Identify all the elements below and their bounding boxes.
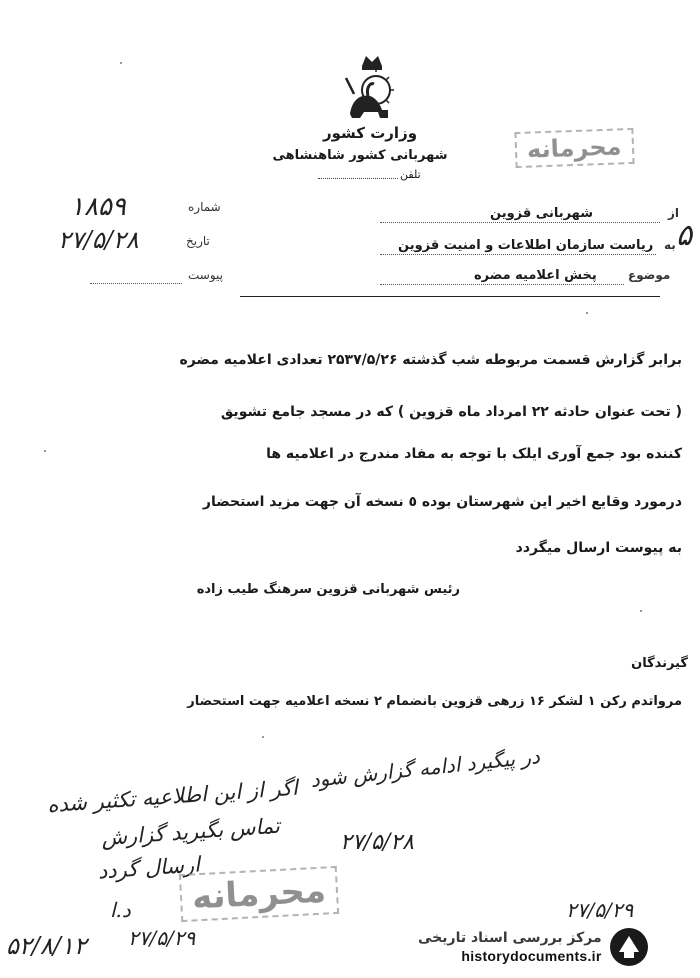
department-name: شهربانی کشور شاهنشاهی — [272, 148, 448, 163]
subject-label: موضوع — [628, 268, 671, 282]
scan-speck — [640, 610, 642, 612]
handwritten-bottom-date: ۲۷/۵/۲۹ — [566, 898, 634, 922]
scan-speck — [44, 450, 46, 452]
handwritten-initials: د.ا — [110, 898, 131, 922]
number-value: ۱۸۵۹ — [70, 192, 126, 222]
handwritten-note-center-date: ۲۷/۵/۲۸ — [340, 830, 414, 855]
watermark-name: مرکز بررسی اسناد تاریخی — [418, 930, 602, 946]
body-line-5: به پیوست ارسال میگردد — [515, 540, 682, 556]
phone-line — [318, 178, 398, 179]
lion-and-sun-emblem — [340, 48, 404, 126]
attachment-label: پیوست — [188, 268, 223, 282]
body-line-4: درمورد وقایع اخیر این شهرستان بوده ٥ نسخه آن جهت مزید استحضار — [202, 494, 682, 510]
handwritten-note-left-line-1: اگر از این اطلاعیه تکثیر شده — [46, 775, 299, 818]
scan-speck — [262, 736, 264, 738]
handwritten-note-left-line-2: تماس بگیرید گزارش — [100, 813, 281, 851]
handwritten-corner-date: ۵۲/۸/۱۲ — [6, 932, 87, 960]
number-label: شماره — [188, 200, 221, 214]
scan-speck — [120, 62, 122, 64]
cc-label: گیرندگان — [631, 656, 688, 671]
attachment-line — [90, 283, 182, 284]
subject-value: پخش اعلامیه مضره — [474, 268, 597, 283]
scan-speck — [586, 312, 588, 314]
phone-label: تلفن — [400, 168, 421, 181]
from-line — [380, 222, 660, 223]
archive-logo-icon — [608, 926, 650, 968]
date-label: تاریخ — [186, 234, 210, 248]
confidential-stamp-bottom: محرمانه — [179, 866, 339, 922]
to-label: به — [664, 238, 676, 252]
signature-line: رئیس شهربانی قزوین سرهنگ طیب زاده — [196, 582, 460, 597]
header-separator — [240, 296, 660, 297]
ministry-name: وزارت کشور — [322, 124, 418, 142]
body-line-3: کننده بود جمع آوری ایلک با توجه به مفاد مندرج در اعلامیه ها — [266, 446, 682, 462]
confidential-stamp-top: محرمانه — [514, 128, 634, 168]
handwritten-note-center: در پیگیرد ادامه گزارش شود — [309, 744, 541, 792]
from-label: از — [668, 206, 680, 220]
watermark-url: historydocuments.ir — [461, 948, 602, 964]
cc-text: مرواتدم رکن ۱ لشکر ۱۶ زرهی قزوین بانضمام ۲ نسخه اعلامیه جهت استحضار — [187, 694, 682, 709]
handwritten-note-left-line-3: ارسال گردد — [97, 852, 201, 884]
from-value: شهربانی قزوین — [490, 206, 594, 221]
handwritten-note-left-date: ۲۷/۵/۲۹ — [128, 926, 196, 950]
to-value: ریاست سازمان اطلاعات و امنیت قزوین — [398, 238, 654, 253]
margin-mark: ۵ — [676, 218, 693, 253]
body-line-2: ( تحت عنوان حادثه ۲۲ امرداد ماه قزوین ) که در مسجد جامع تشویق — [220, 404, 682, 420]
subject-line — [380, 284, 624, 285]
watermark — [418, 926, 650, 968]
to-line — [380, 254, 656, 255]
body-line-1: برابر گزارش قسمت مربوطه شب گذشته ۲۵۳۷/۵/۲۶ تعدادی اعلامیه مضره — [179, 352, 682, 368]
date-value: ۲۷/۵/۲۸ — [58, 226, 139, 254]
